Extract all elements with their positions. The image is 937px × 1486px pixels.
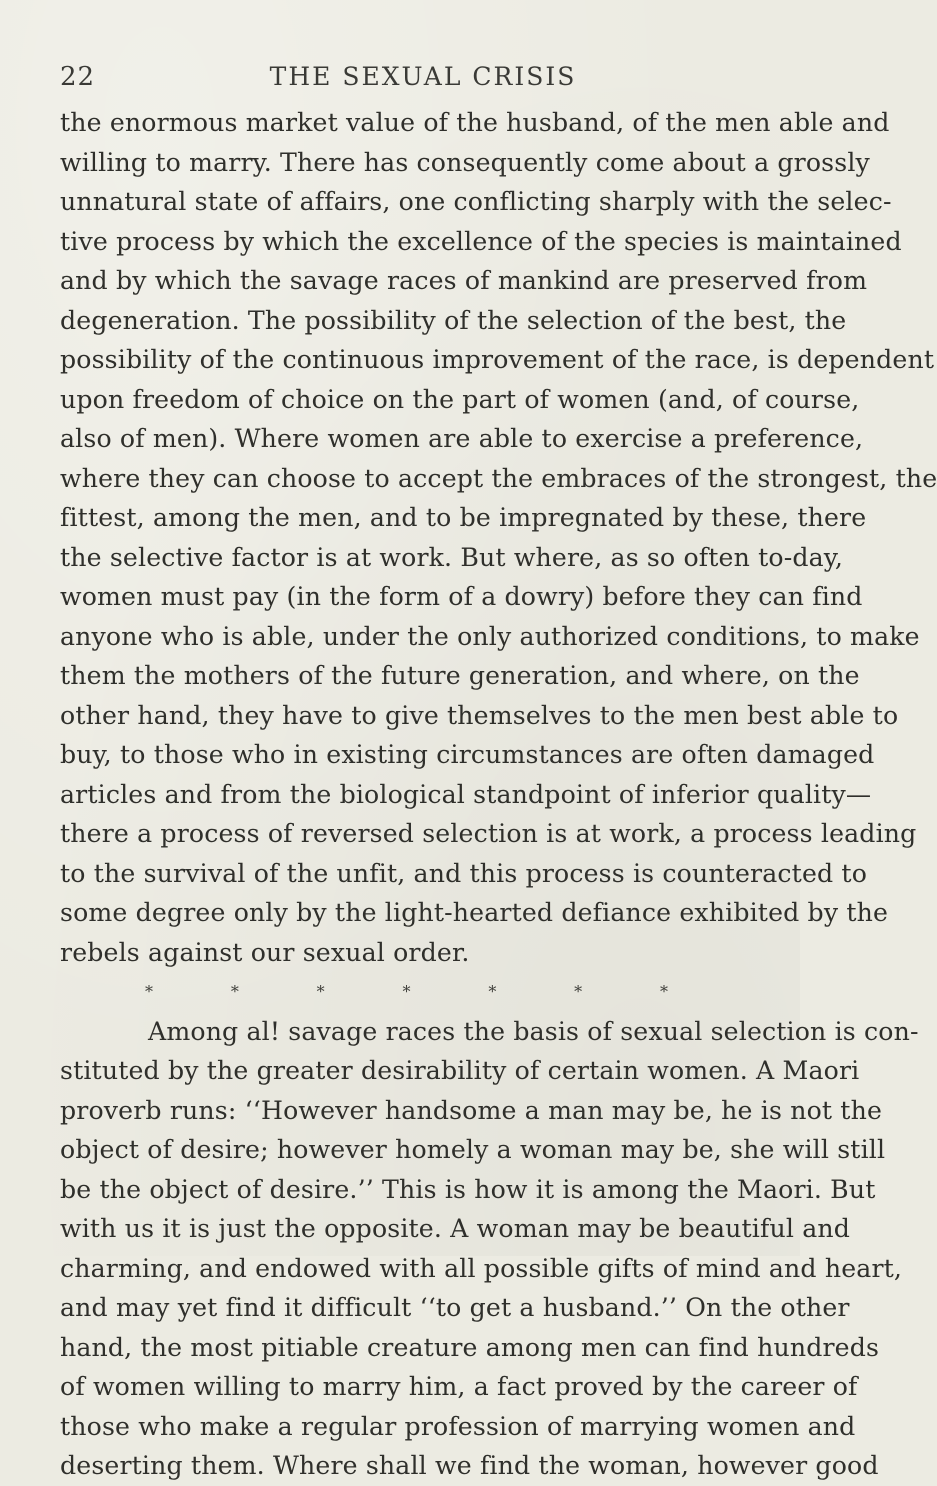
text-line: proverb runs: ‘‘However handsome a man may be, he is not the: [60, 1095, 883, 1125]
asterism-star: *: [659, 981, 668, 1001]
page-header: [60, 62, 746, 102]
text-line: hand, the most pitiable creature among men can find hundreds: [60, 1332, 880, 1362]
text-line: the selective factor is at work. But where, as so often to-day,: [60, 542, 843, 572]
text-line: other hand, they have to give themselves to the men best able to: [60, 700, 899, 730]
text-line: and by which the savage races of mankind are preserved from: [60, 266, 868, 295]
text-line: stituted by the greater desirability of certain women. A Maori: [60, 1056, 860, 1085]
asterism-star: *: [316, 981, 325, 1001]
asterism-star: *: [488, 981, 497, 1001]
text-line: deserting them. Where shall we find the woman, however good: [60, 1451, 879, 1480]
text-line: articles and from the biological standpoint of inferior quality—: [60, 779, 872, 809]
body-text: [60, 103, 937, 1486]
text-line: also of men). Where women are able to exercise a preference,: [60, 424, 864, 453]
text-line: there a process of reversed selection is at work, a process leading: [60, 819, 917, 848]
text-line: them the mothers of the future generation, and where, on the: [60, 661, 860, 690]
text-line: charming, and endowed with all possible gifts of mind and heart,: [60, 1253, 903, 1283]
text-line: women must pay (in the form of a dowry) before they can find: [60, 582, 863, 611]
asterism-star: *: [145, 981, 153, 1001]
text-line: with us it is just the opposite. A woman may be beautiful and: [60, 1214, 851, 1243]
text-line: some degree only by the light-hearted defiance exhibited by the: [60, 898, 889, 927]
text-line: tive process by which the excellence of the species is maintained: [60, 226, 902, 256]
text-line: rebels against our sexual order.: [60, 937, 470, 967]
asterism-star: *: [230, 981, 239, 1001]
text-line: those who make a regular profession of marrying women and: [60, 1411, 856, 1441]
asterism-star: *: [574, 981, 583, 1001]
section-divider: [60, 972, 753, 1012]
text-line: be the object of desire.’’ This is how it is among the Maori. But: [60, 1174, 876, 1204]
text-line: where they can choose to accept the embraces of the strongest, the: [60, 463, 937, 493]
text-line: willing to marry. There has consequently come about a grossly: [60, 147, 870, 177]
text-line: the enormous market value of the husband, of the men able and: [60, 108, 890, 137]
paragraph-2: [60, 1012, 919, 1486]
text-line: upon freedom of choice on the part of women (and, of course,: [60, 384, 860, 414]
text-line: object of desire; however homely a woman may be, she will still: [60, 1135, 886, 1164]
text-line: to the survival of the unfit, and this process is counteracted to: [60, 858, 868, 888]
asterism-star: *: [402, 981, 411, 1001]
text-line: fittest, among the men, and to be impregnated by these, there: [60, 503, 867, 532]
running-head: THE SEXUAL CRISIS: [269, 62, 577, 91]
text-line: buy, to those who in existing circumstances are often damaged: [60, 740, 875, 769]
page-number: 22: [60, 62, 96, 92]
text-line: of women willing to marry him, a fact proved by the career of: [60, 1372, 858, 1401]
text-line: possibility of the continuous improvement of the race, is dependent: [60, 345, 935, 374]
text-line: anyone who is able, under the only authorized conditions, to make: [60, 621, 920, 651]
text-line: unnatural state of affairs, one conflicting sharply with the selec-: [60, 187, 892, 216]
text-line: Among al! savage races the basis of sexual selection is con-: [148, 1016, 919, 1046]
text-line: degeneration. The possibility of the selection of the best, the: [60, 305, 847, 335]
text-line: and may yet find it difficult ‘‘to get a husband.’’ On the other: [60, 1293, 850, 1322]
paragraph-1: [60, 103, 937, 972]
